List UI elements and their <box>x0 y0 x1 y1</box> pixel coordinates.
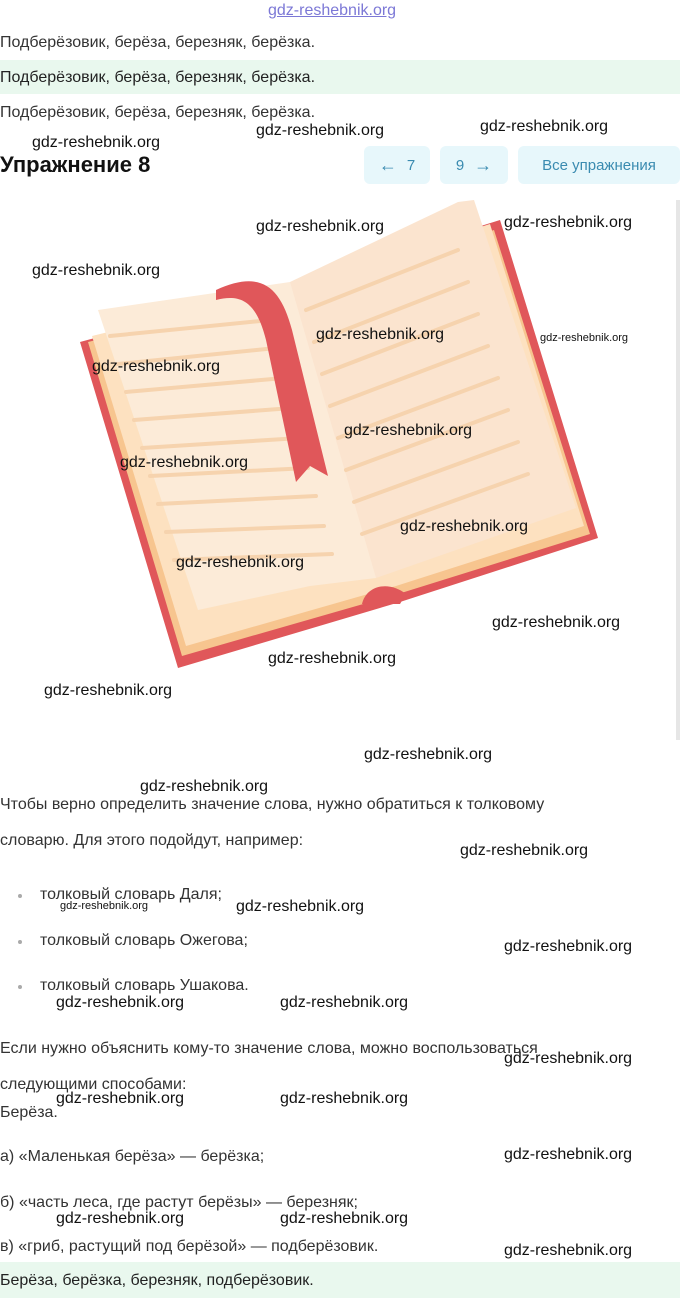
watermark: gdz-reshebnik.org <box>176 554 305 571</box>
exercise-title: Упражнение 8 <box>0 152 151 177</box>
watermark: gdz-reshebnik.org <box>492 614 621 631</box>
watermark: gdz-reshebnik.org <box>280 1090 409 1107</box>
next-exercise-button[interactable] <box>440 146 508 184</box>
watermark: gdz-reshebnik.org <box>480 118 609 135</box>
watermark: gdz-reshebnik.org <box>140 778 269 795</box>
final-answer: Берёза, берёзка, березняк, подберёзовик. <box>0 1272 314 1289</box>
final-answer-highlight <box>0 1262 680 1298</box>
meaning-item-b: б) «часть леса, где растут берёзы» — березняк; <box>0 1194 358 1211</box>
watermark: gdz-reshebnik.org <box>56 994 185 1011</box>
paragraph-2-line-2: следующими способами: <box>0 1076 187 1093</box>
paragraph-1-line-1: Чтобы верно определить значение слова, нужно обратиться к толковому <box>0 796 545 813</box>
watermark: gdz-reshebnik.org <box>460 842 589 859</box>
watermark: gdz-reshebnik.org <box>280 1210 409 1227</box>
word-heading: Берёза. <box>0 1104 58 1121</box>
watermark: gdz-reshebnik.org <box>504 1050 633 1067</box>
scrollbar[interactable] <box>676 200 680 740</box>
paragraph-1-line-2: словарю. Для этого подойдут, например: <box>0 832 304 849</box>
watermark: gdz-reshebnik.org <box>316 326 445 343</box>
list-item: толковый словарь Ушакова. <box>40 977 249 994</box>
list-item: толковый словарь Даля; <box>40 886 222 903</box>
watermark: gdz-reshebnik.org <box>32 134 161 151</box>
site-link[interactable]: gdz-reshebnik.org <box>268 2 397 19</box>
list-item: толковый словарь Ожегова; <box>40 932 248 949</box>
watermark: gdz-reshebnik.org <box>504 214 633 231</box>
watermark: gdz-reshebnik.org <box>280 994 409 1011</box>
prev-exercise-button[interactable] <box>364 146 430 184</box>
watermark: gdz-reshebnik.org <box>504 1242 633 1259</box>
watermark: gdz-reshebnik.org <box>56 1210 185 1227</box>
watermark: gdz-reshebnik.org <box>400 518 529 535</box>
meaning-item-c: в) «гриб, растущий под берёзой» — подберёзовик. <box>0 1238 379 1255</box>
prev-exercise-label: 7 <box>406 156 416 174</box>
watermark: gdz-reshebnik.org <box>504 938 633 955</box>
watermark: gdz-reshebnik.org <box>256 122 385 139</box>
watermark: gdz-reshebnik.org <box>56 1090 185 1107</box>
answer-highlight <box>0 60 680 94</box>
answer-line-1: Подберёзовик, берёза, березняк, берёзка. <box>0 34 316 51</box>
watermark: gdz-reshebnik.org <box>344 422 473 439</box>
watermark: gdz-reshebnik.org <box>540 332 629 344</box>
watermark: gdz-reshebnik.org <box>32 262 161 279</box>
meaning-item-a: а) «Маленькая берёза» — берёзка; <box>0 1148 265 1165</box>
next-exercise-label: 9 <box>455 156 465 174</box>
all-exercises-button[interactable] <box>518 146 680 184</box>
arrow-right-icon: → <box>474 154 493 175</box>
watermark: gdz-reshebnik.org <box>256 218 385 235</box>
all-exercises-label: Все упражнения <box>542 156 656 174</box>
arrow-left-icon: ← <box>378 154 397 175</box>
watermark: gdz-reshebnik.org <box>364 746 493 763</box>
answer-line-2: Подберёзовик, берёза, березняк, берёзка. <box>0 69 316 86</box>
bullet-icon <box>18 894 22 898</box>
bullet-icon <box>18 940 22 944</box>
watermark: gdz-reshebnik.org <box>504 1146 633 1163</box>
watermark: gdz-reshebnik.org <box>236 898 365 915</box>
watermark: gdz-reshebnik.org <box>44 682 173 699</box>
watermark: gdz-reshebnik.org <box>268 650 397 667</box>
paragraph-2-line-1: Если нужно объяснить кому-то значение слова, можно воспользоваться <box>0 1040 538 1057</box>
watermark: gdz-reshebnik.org <box>120 454 249 471</box>
answer-line-3: Подберёзовик, берёза, березняк, берёзка. <box>0 104 316 121</box>
watermark: gdz-reshebnik.org <box>60 900 149 912</box>
watermark: gdz-reshebnik.org <box>92 358 221 375</box>
bullet-icon <box>18 985 22 989</box>
